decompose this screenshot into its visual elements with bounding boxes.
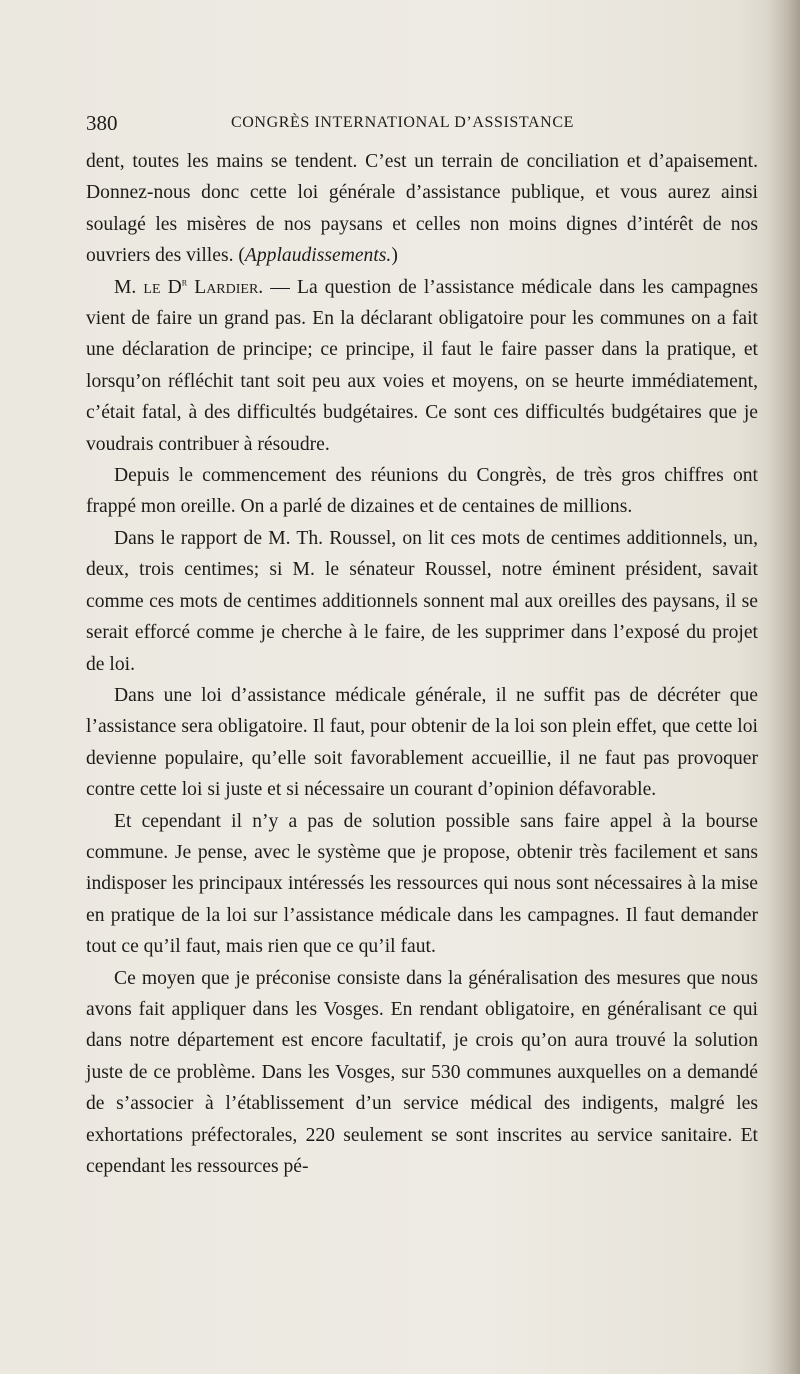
- paragraph-6: Et cependant il n’y a pas de solution possible sans faire appel à la bourse commune. Je pense, avec le système que je propose, obtenir très facilement et sans indisposer les principaux intéressés les ressources qui nous sont nécessaires à la mise en pratique de la loi sur l’assistance médicale dans les campagnes. Il faut demander tout ce qu’il faut, mais rien que ce qu’il faut.: [86, 810, 758, 958]
- page-number: 380: [86, 111, 118, 135]
- body-text: [86, 146, 758, 1182]
- paragraph-3: Depuis le commencement des réunions du Congrès, de très gros chiffres ont frappé mon oreille. On a parlé de dizaines et de centaines de millions.: [86, 465, 758, 518]
- paragraph-7: Ce moyen que je préconise consiste dans la généralisation des mesures que nous avons fait appliquer dans les Vosges. En rendant obligatoire, en généralisant ce qui dans notre département est encore facultatif, je crois qu’on aura trouvé la solution juste de ce problème. Dans les Vosges, sur 530 communes auxquelles on a demandé de s’associer à l’établissement d’un service médical des indigents, malgré les exhortations préfectorales, 220 seulement se sont inscrites au service sanitaire. Et cependant les ressources pé-: [86, 967, 758, 1177]
- speaker-name: M. le $D^r$ Lardier.: [114, 276, 264, 298]
- running-title: CONGRÈS INTERNATIONAL D’ASSISTANCE: [231, 114, 574, 131]
- paragraph-4: Dans le rapport de M. Th. Roussel, on lit ces mots de centimes additionnels, un, deux, trois centimes; si M. le sénateur Roussel, notre éminent président, savait comme ces mots de centimes additionnels sonnent mal aux oreilles des paysans, il se serait efforcé comme je cherche à le faire, de les supprimer dans l’exposé du projet de loi.: [86, 527, 758, 675]
- paragraph-2: M. le $D^r$ Lardier. — La question de l’assistance médicale dans les campagnes vient de faire un grand pas. En la déclarant obligatoire pour les communes on a fait une déclaration de principe; ce principe, il faut le faire passer dans la pratique, et lorsqu’on réfléchit tant soit peu aux voies et moyens, on se heurte immédiatement, c’était fatal, à des difficultés budgétaires. Ce sont ces difficultés budgétaires que je voudrais contribuer à résoudre.: [86, 276, 758, 455]
- page-edge-shadow: [766, 0, 800, 1374]
- paragraph-1: dent, toutes les mains se tendent. C’est un terrain de conciliation et d’apaisement. Donnez-nous donc cette loi générale d’assistance publique, et vous aurez ainsi soulagé les misères de nos paysans et celles non moins dignes d’intérêt de nos ouvriers des villes. (Applaudissements.): [86, 151, 758, 267]
- applause-note: Applaudissements.: [244, 245, 392, 267]
- page-header: [86, 111, 758, 141]
- paragraph-5: Dans une loi d’assistance médicale générale, il ne suffit pas de décréter que l’assistance sera obligatoire. Il faut, pour obtenir de la loi son plein effet, que cette loi devienne populaire, qu’elle soit favorablement accueillie, il ne faut pas provoquer contre cette loi si juste et si nécessaire un courant d’opinion défavorable.: [86, 684, 758, 801]
